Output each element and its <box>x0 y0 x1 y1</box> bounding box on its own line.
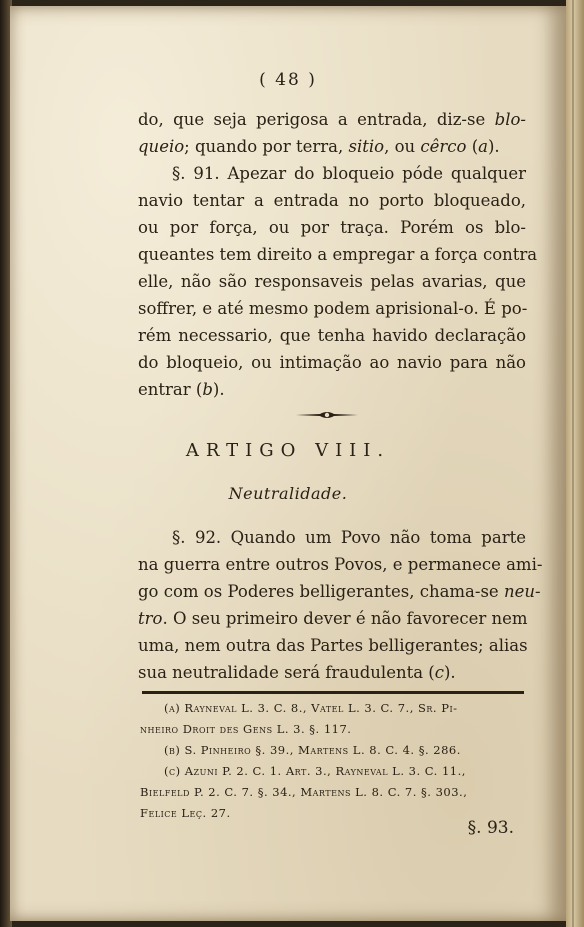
text-line: §. 91. Apezar do bloqueio póde qualquer <box>172 164 526 183</box>
text-line: queantes tem direito a empregar a força contra <box>138 245 538 264</box>
text-line: rém necessario, que tenha havido declaração <box>138 326 526 345</box>
paragraph-91 <box>138 106 538 403</box>
text-line: ou por força, ou por traça. Porém os blo- <box>138 218 526 237</box>
page-number: ( 48 ) <box>259 70 317 90</box>
text-line: §. 92. Quando um Povo não toma parte <box>172 528 526 547</box>
text-line: tro. O seu primeiro dever é não favorecer nem <box>138 609 528 628</box>
text-line: na guerra entre outros Povos, e permanece ami- <box>138 555 543 574</box>
footnote-line: nheiro Droit des Gens L. 3. §. 117. <box>140 722 352 736</box>
text-line: elle, não são responsaveis pelas avarias, que <box>138 272 526 291</box>
page-edge <box>566 0 584 927</box>
ornament-divider <box>296 409 358 421</box>
footnote-line: (a) Rayneval L. 3. C. 8., Vatel L. 3. C. 7., Sr. Pi- <box>164 701 458 715</box>
text-line: entrar (b). <box>138 380 225 399</box>
footnote-line: Felice Leç. 27. <box>140 806 231 820</box>
section-title: Neutralidade. <box>228 484 348 503</box>
text-line: uma, nem outra das Partes belligerantes; alias <box>138 636 528 655</box>
footnote-line: (c) Azuni P. 2. C. 1. Art. 3., Rayneval L. 3. C. 11., <box>164 764 466 778</box>
text-line: queio; quando por terra, sitio, ou cêrco (a). <box>138 137 500 156</box>
article-heading: ARTIGO VIII. <box>185 440 391 461</box>
text-line: soffrer, e até mesmo podem aprisional-o. É po- <box>138 299 528 318</box>
footnotes <box>140 698 524 824</box>
text-line: go com os Poderes belligerantes, chama-se neu- <box>138 582 541 601</box>
paragraph-92 <box>138 524 543 686</box>
book-page <box>10 6 566 921</box>
footnote-line: Bielfeld P. 2. C. 7. §. 34., Martens L. 8. C. 7. §. 303., <box>140 785 468 799</box>
catchword: §. 93. <box>467 818 514 838</box>
footnote-line: (b) S. Pinheiro §. 39., Martens L. 8. C. 4. §. 286. <box>164 743 461 757</box>
footnote-rule <box>142 691 524 694</box>
text-line: sua neutralidade será fraudulenta (c). <box>138 663 456 682</box>
text-line: navio tentar a entrada no porto bloqueado, <box>138 191 526 210</box>
text-line: do bloqueio, ou intimação ao navio para não <box>138 353 526 372</box>
text-line: do, que seja perigosa a entrada, diz-se blo- <box>138 110 526 129</box>
